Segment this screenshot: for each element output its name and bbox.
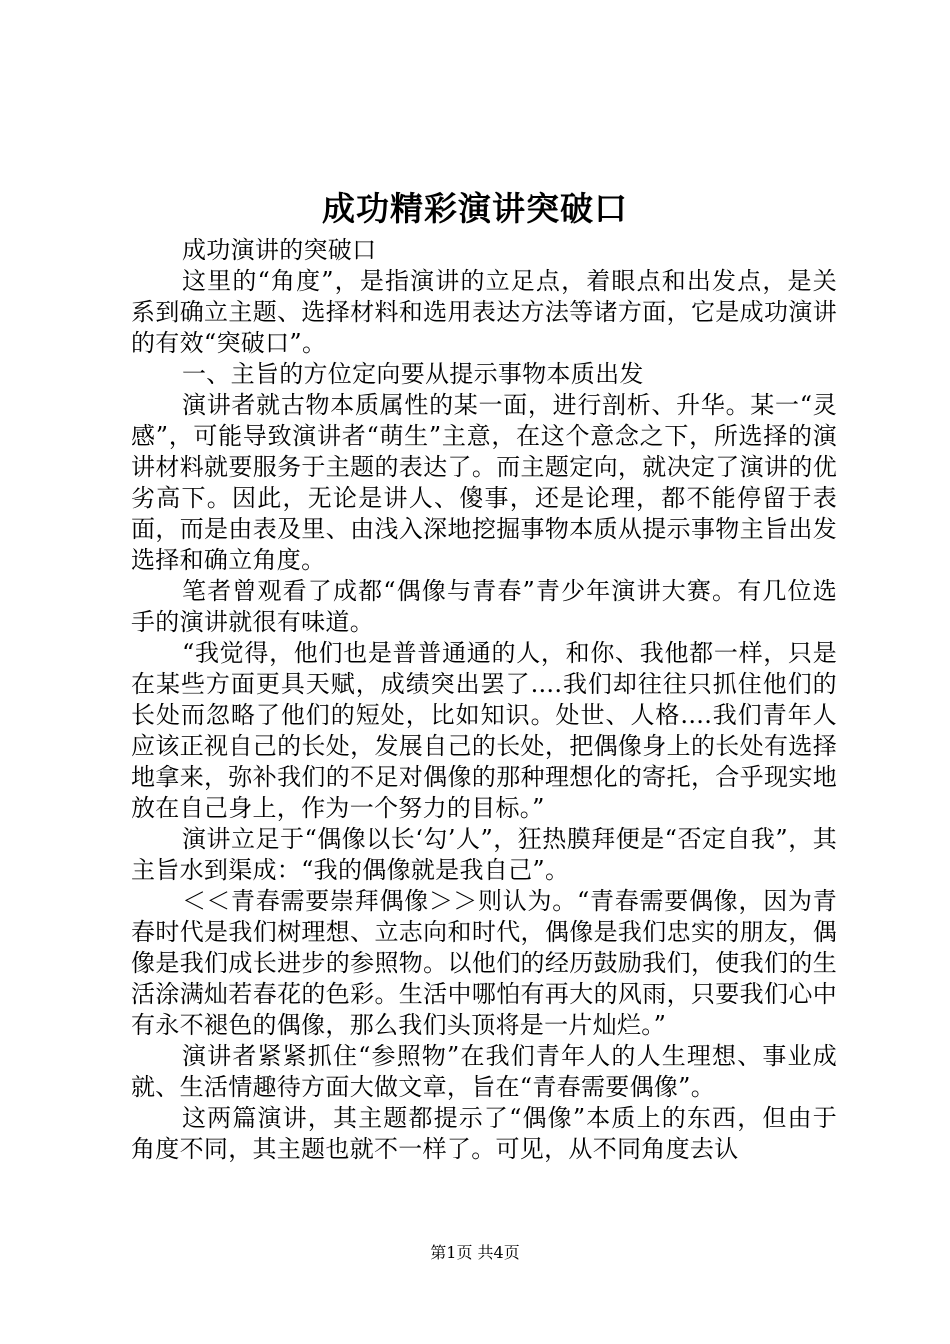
paragraph-body: 演讲立足于“偶像以长‘勾’人”，狂热膜拜便是“否定自我”，其主旨水到渠成：“我的偶像就是我自己”。: [131, 825, 837, 884]
paragraph-intro: 这里的“角度”，是指演讲的立足点，着眼点和出发点，是关系到确立主题、选择材料和选用表达方法等诸方面，它是成功演讲的有效“突破口”。: [131, 267, 837, 357]
section-heading: 一、主旨的方位定向要从提示事物本质出发: [182, 360, 644, 388]
paragraph-body: 演讲者就古物本质属性的某一面，进行剖析、升华。某一“灵感”，可能导致演讲者“萌生”主意，在这个意念之下，所选择的演讲材料就要服务于主题的表达了。而主题定向，就决定了演讲的优劣高下。因此，无论是讲人、傻事，还是论理，都不能停留于表面，而是由表及里、由浅入深地挖掘事物本质从提示事物主旨出发选择和确立角度。: [131, 391, 837, 574]
paragraph-subtitle: 成功演讲的突破口: [182, 236, 377, 264]
paragraph-quote: “我觉得，他们也是普普通通的人，和你、我他都一样，只是在某些方面更具天赋，成绩突出罢了....我们却往往只抓住他们的长处而忽略了他们的短处，比如知识。处世、人格....我们青年人应该正视自己的长处，发展自己的长处，把偶像身上的长处有选择地拿来，弥补我们的不足对偶像的那种理想化的寄托，合乎现实地放在自己身上，作为一个努力的目标。”: [131, 639, 837, 822]
paragraph-body: 演讲者紧紧抓住“参照物”在我们青年人的人生理想、事业成就、生活情趣待方面大做文章，旨在“青春需要偶像”。: [131, 1042, 837, 1101]
page-footer: 第1页 共4页: [430, 1243, 520, 1262]
paragraph-quote: ＜＜青春需要崇拜偶像＞＞则认为。“青春需要偶像，因为青春时代是我们树理想、立志向和时代，偶像是我们忠实的朋友，偶像是我们成长进步的参照物。以他们的经历鼓励我们，使我们的生活涂满灿若春花的色彩。生活中哪怕有再大的风雨，只要我们心中有永不褪色的偶像，那么我们头顶将是一片灿烂。”: [131, 887, 837, 1039]
paragraph-body: 这两篇演讲，其主题都提示了“偶像”本质上的东西，但由于角度不同，其主题也就不一样了。可见，从不同角度去认: [131, 1104, 837, 1163]
document-title: 成功精彩演讲突破口: [322, 189, 628, 228]
paragraph-body: 笔者曾观看了成都“偶像与青春”青少年演讲大赛。有几位选手的演讲就很有味道。: [131, 577, 837, 636]
document-body: [131, 235, 837, 1165]
